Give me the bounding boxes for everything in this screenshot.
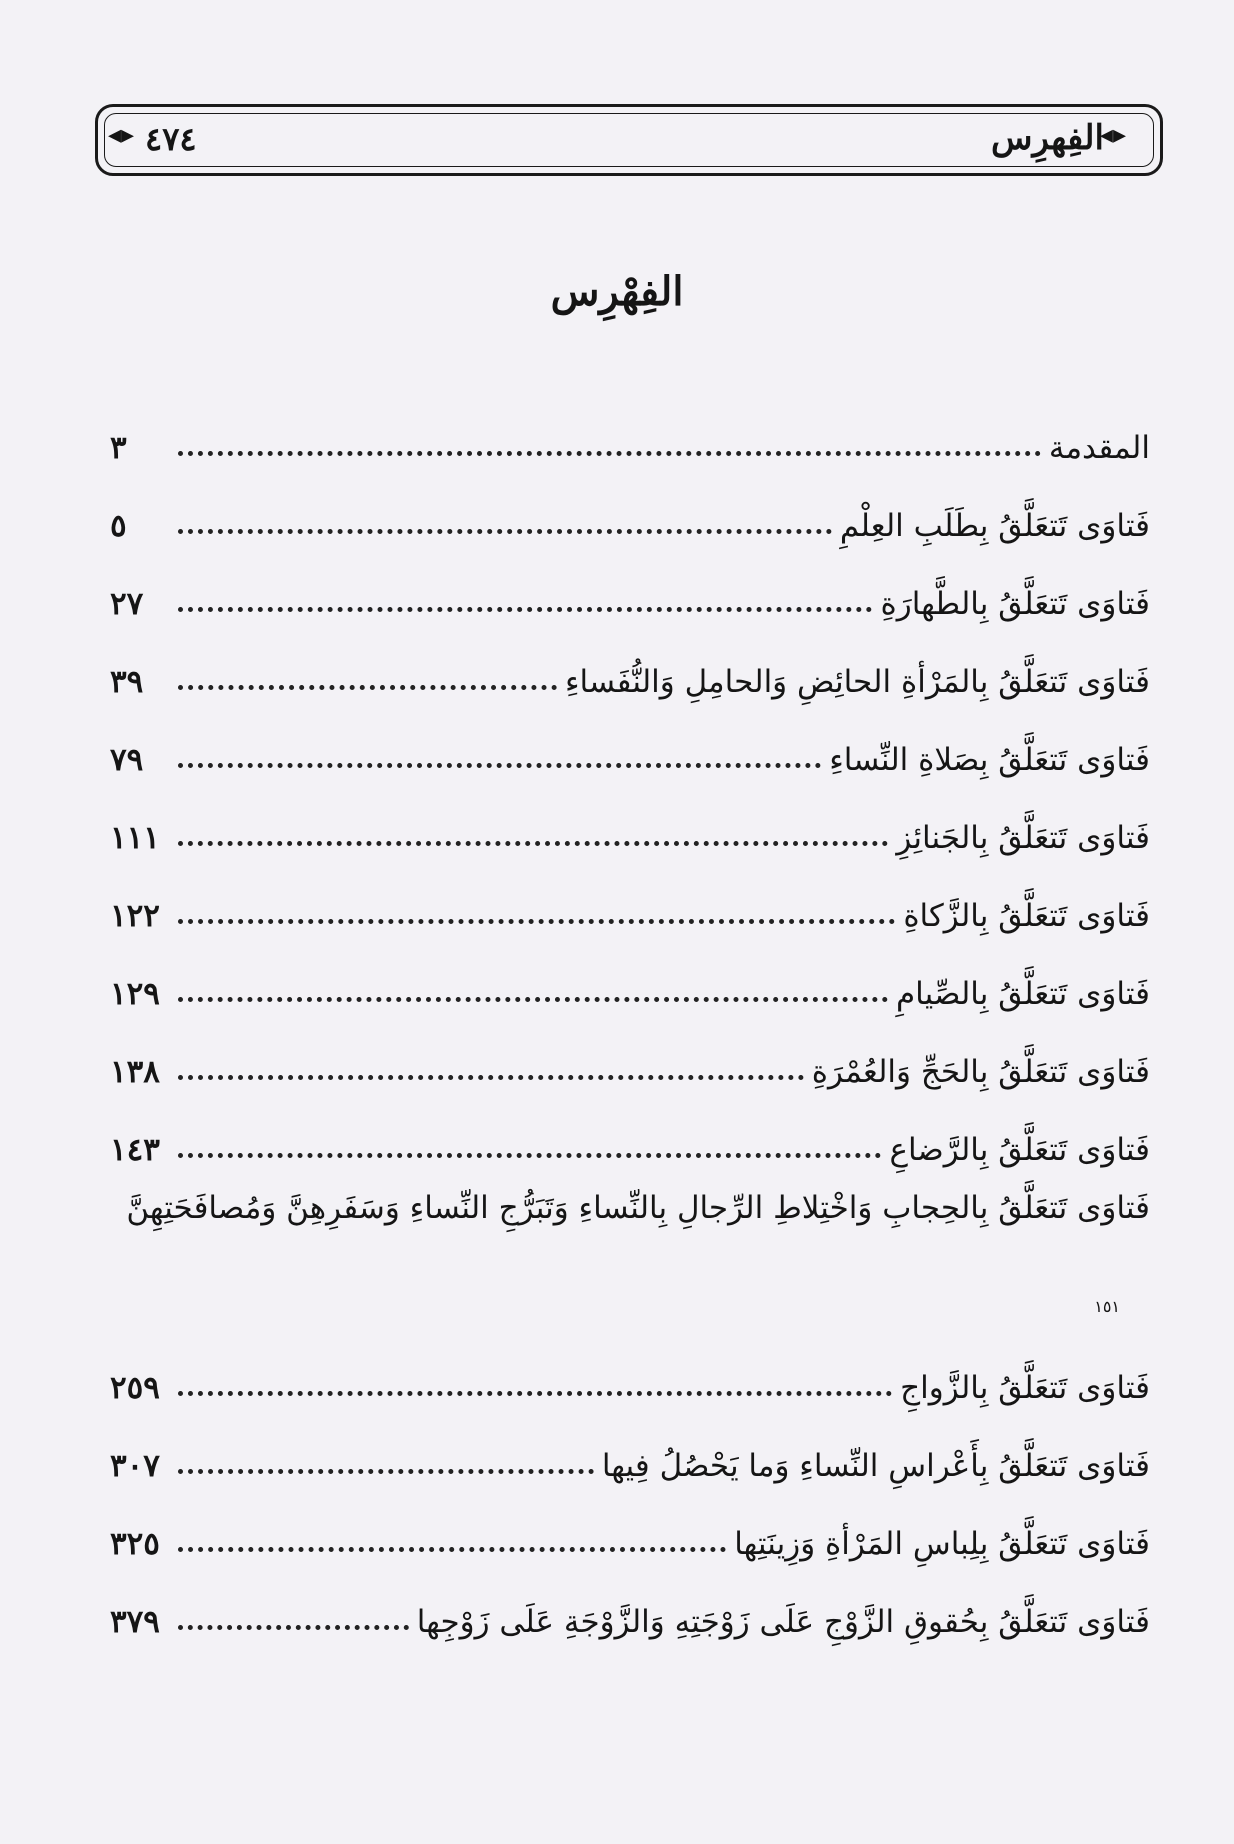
- toc-entry-title: فَتاوَى تَتعَلَّقُ بِأَعْراسِ النِّساءِ وَما يَحْصُلُ فِيها: [601, 1448, 1150, 1484]
- toc-entry-title: فَتاوَى تَتعَلَّقُ بِالحَجِّ وَالعُمْرَةِ: [811, 1054, 1150, 1090]
- page-number: ٤٧٤: [145, 120, 197, 158]
- header-ornament-left-icon: ◂▸: [108, 120, 135, 150]
- toc-entry-title: فَتاوَى تَتعَلَّقُ بِالمَرْأةِ الحائِضِ وَالحامِلِ وَالنُّفَساءِ: [564, 664, 1150, 700]
- toc-entry-title: فَتاوَى تَتعَلَّقُ بِصَلاةِ النِّساءِ: [829, 742, 1150, 778]
- toc-entry-title: فَتاوَى تَتعَلَّقُ بِحُقوقِ الزَّوْجِ عَلَى زَوْجَتِهِ وَالزَّوْجَةِ عَلَى زَوْجِها: [416, 1604, 1150, 1640]
- toc-entry-title: فَتاوَى تَتعَلَّقُ بِالزَّكاةِ: [903, 898, 1150, 934]
- toc-entry-page: ١٣٨: [110, 1054, 160, 1090]
- leader-dots: [178, 685, 557, 690]
- toc-entry-title: فَتاوَى تَتعَلَّقُ بِالجَنائِزِ: [896, 820, 1150, 856]
- toc-entry-page: ٣٢٥: [110, 1526, 160, 1562]
- toc-entry-page: ٣٠٧: [110, 1448, 160, 1484]
- page-title: الفِهْرِس: [550, 268, 684, 315]
- toc-entry-page: ١٢٢: [110, 898, 160, 934]
- toc-entry: [110, 800, 1150, 856]
- leader-dots: [178, 1469, 594, 1474]
- toc-entry-page: ٥: [110, 508, 127, 544]
- toc-entry: [110, 1428, 1150, 1484]
- toc-entry: [110, 722, 1150, 778]
- toc-entry: [110, 1506, 1150, 1562]
- toc-entry: [110, 956, 1150, 1012]
- toc-entry-title: فَتاوَى تَتعَلَّقُ بِالطَّهارَةِ: [880, 586, 1150, 622]
- toc-entry-title: فَتاوَى تَتعَلَّقُ بِالصِّيامِ: [895, 976, 1150, 1012]
- toc-entry-page: ٢٧: [110, 586, 144, 622]
- toc-entry-page: ١٥١: [1094, 1297, 1120, 1316]
- toc-entry: [110, 1112, 1150, 1168]
- toc-entry: [110, 1350, 1150, 1406]
- leader-dots: [178, 997, 888, 1002]
- leader-dots: [178, 607, 872, 612]
- toc-entry: [110, 410, 1150, 466]
- header-ornament-right-icon: ◂▸: [1099, 120, 1126, 150]
- toc-entry-page: ٣: [110, 430, 127, 466]
- toc-entry-title: المقدمة: [1048, 430, 1150, 466]
- toc-entry-title: فَتاوَى تَتعَلَّقُ بِالزَّواجِ: [900, 1370, 1150, 1406]
- leader-dots: [178, 451, 1041, 456]
- leader-dots: [178, 1391, 892, 1396]
- toc-entry-page: ٣٩: [110, 664, 144, 700]
- toc-entry-page: ٢٥٩: [110, 1370, 160, 1406]
- toc-entry-page: ٣٧٩: [110, 1604, 160, 1640]
- toc-entry-title: فَتاوَى تَتعَلَّقُ بِطَلَبِ العِلْمِ: [839, 508, 1150, 544]
- leader-dots: [178, 919, 895, 924]
- leader-dots: [178, 841, 888, 846]
- leader-dots: [178, 529, 832, 534]
- toc-entry-page: ١١١: [110, 820, 160, 856]
- leader-dots: [178, 1075, 804, 1080]
- toc-entry-page: ١٤٣: [110, 1132, 160, 1168]
- toc-entry-title: فَتاوَى تَتعَلَّقُ بِالحِجابِ وَاخْتِلاطِ الرِّجالِ بِالنِّساءِ وَتَبَرُّجِ النِّساءِ وَسَفَرِهِنَّ وَمُصافَحَتِهِنَّ: [126, 1190, 1150, 1226]
- toc-entry-page: ٧٩: [110, 742, 144, 778]
- toc-entry-title: فَتاوَى تَتعَلَّقُ بِلِباسِ المَرْأةِ وَزِينَتِها: [734, 1526, 1150, 1562]
- leader-dots: [178, 1547, 726, 1552]
- leader-dots: [178, 1625, 409, 1630]
- leader-dots: [178, 763, 821, 768]
- toc-entry: [110, 878, 1150, 934]
- toc-entry-page: ١٢٩: [110, 976, 160, 1012]
- toc-entry: [110, 1260, 1150, 1316]
- running-header-title: الفِهرِس: [991, 118, 1104, 158]
- toc-entry: [110, 1034, 1150, 1090]
- toc-entry: [110, 566, 1150, 622]
- toc-entry-title: فَتاوَى تَتعَلَّقُ بِالرَّضاعِ: [889, 1132, 1150, 1168]
- toc-entry: [110, 1584, 1150, 1640]
- toc-entry: [110, 644, 1150, 700]
- leader-dots: [178, 1153, 881, 1158]
- toc-entry: [110, 488, 1150, 544]
